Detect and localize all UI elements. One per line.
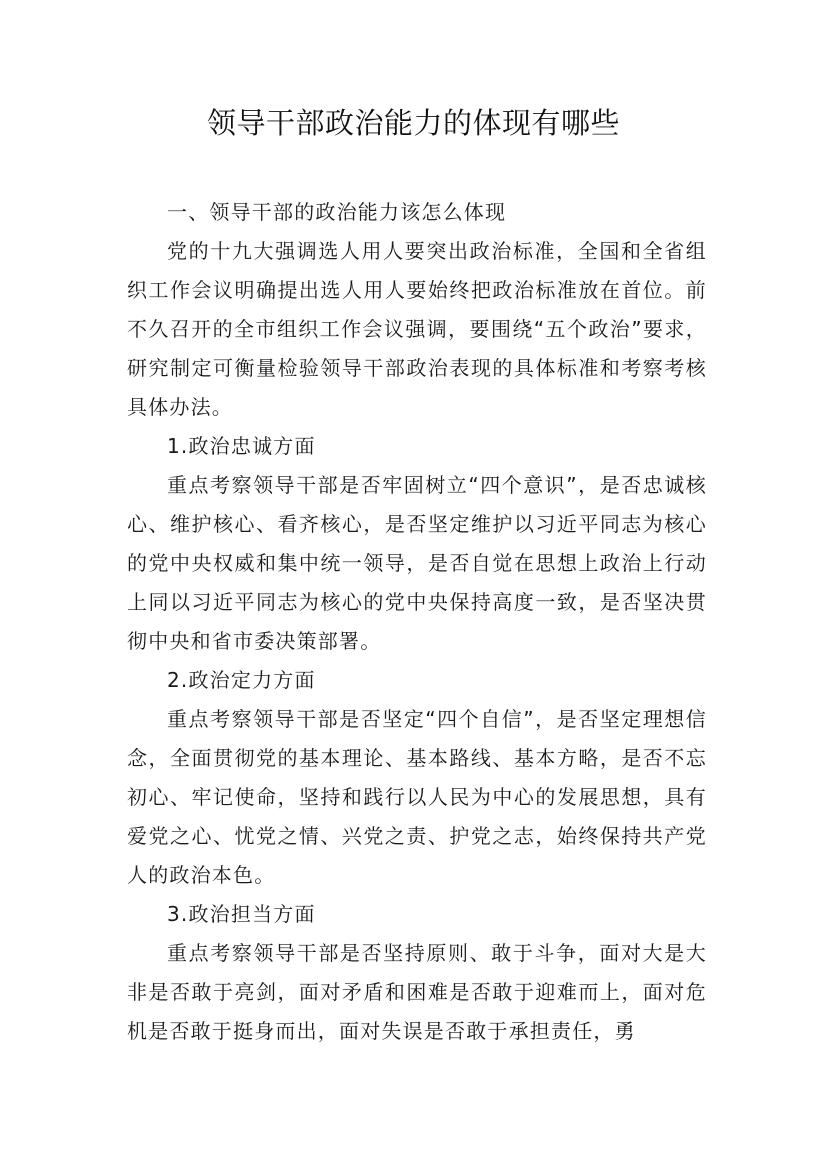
subsection-heading: 1.政治忠诚方面: [167, 434, 316, 458]
subsection-heading: 3.政治担当方面: [167, 902, 316, 926]
section-heading: 一、领导干部的政治能力该怎么体现: [167, 200, 507, 224]
body-paragraph: 重点考察领导干部是否坚持原则、敢于斗争，面对大是大非是否敢于亮剑，面对矛盾和困难是否敢于迎难而上，面对危机是否敢于挺身而出，面对失误是否敢于承担责任，勇: [127, 941, 707, 1043]
body-paragraph: 党的十九大强调选人用人要突出政治标准，全国和全省组织工作会议明确提出选人用人要始终把政治标准放在首位。前不久召开的全市组织工作会议强调，要围绕“五个政治”要求，研究制定可衡量检验领导干部政治表现的具体标准和考察考核具体办法。: [127, 239, 707, 419]
body-paragraph: 重点考察领导干部是否坚定“四个自信”，是否坚定理想信念，全面贯彻党的基本理论、基本路线、基本方略，是否不忘初心、牢记使命，坚持和践行以人民为中心的发展思想，具有爱党之心、忧党之情、兴党之责、护党之志，始终保持共产党人的政治本色。: [127, 707, 707, 887]
document-body: [127, 193, 707, 1051]
subsection-heading: 2.政治定力方面: [167, 668, 316, 692]
document-title: 领导干部政治能力的体现有哪些: [206, 106, 620, 140]
body-paragraph: 重点考察领导干部是否牢固树立“四个意识”，是否忠诚核心、维护核心、看齐核心，是否坚定维护以习近平同志为核心的党中央权威和集中统一领导，是否自觉在思想上政治上行动上同以习近平同志为核心的党中央保持高度一致，是否坚决贯彻中央和省市委决策部署。: [127, 473, 707, 653]
